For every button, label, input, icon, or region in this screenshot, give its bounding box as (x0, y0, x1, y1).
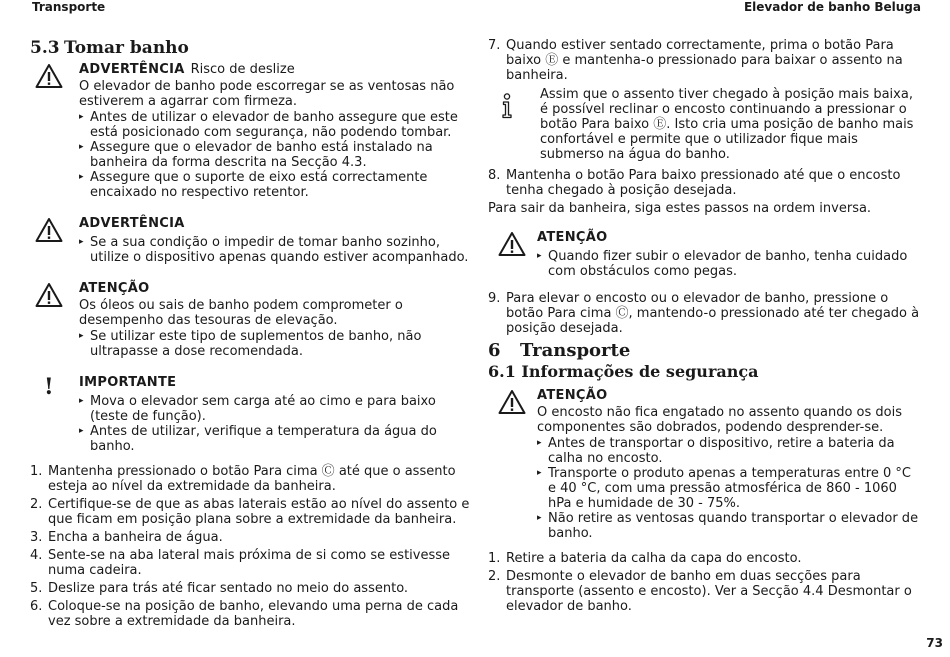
caution-text: O encosto não fica engatado no assento quando os dois componentes são dobrados, podendo desprender-se. (537, 405, 902, 435)
bullet-item: ▸ Antes de utilizar o elevador de banho assegure que este está posicionado com segurança, não podendo tombar. (79, 110, 470, 140)
step-number: 3. (30, 530, 43, 545)
step-text: Sente-se na aba lateral mais próxima de si como se estivesse numa cadeira. (48, 548, 451, 578)
raise-steps (488, 291, 920, 336)
warning-text: O elevador de banho pode escorregar se as ventosas não estiverem a agarrar com firmeza. (79, 79, 455, 109)
exit-instruction: Para sair da banheira, siga estes passos na ordem inversa. (488, 201, 872, 216)
important-bullets (79, 394, 470, 454)
section-heading-5-3 (30, 38, 470, 59)
step-text: Quando estiver sentado correctamente, prima o botão Para baixo Ⓔ e mantenha-o pressionado para baixar o assento na banheira. (506, 38, 903, 83)
bullet-item: ▸ Quando fizer subir o elevador de banho, tenha cuidado com obstáculos como pegas. (537, 249, 920, 279)
step-number: 9. (488, 291, 501, 306)
caution-block-obstacles (488, 230, 920, 279)
section-title: Transporte (520, 340, 631, 361)
caution-text: Os óleos ou sais de banho podem comprometer o desempenho das tesouras de elevação. (79, 298, 403, 328)
step-text: Retire a bateria da calha da capa do encosto. (506, 551, 802, 566)
bullet-item: ▸ Assegure que o elevador de banho está instalado na banheira da forma descrita na Secção 4.3. (79, 140, 470, 170)
caution-label: ATENÇÃO (537, 388, 608, 403)
bullet-item: ▸ Se utilizar este tipo de suplementos de banho, não ultrapasse a dose recomendada. (79, 329, 470, 359)
right-column (488, 38, 920, 617)
step-item (488, 291, 920, 336)
step-item (30, 464, 470, 494)
step-number: 4. (30, 548, 43, 563)
step-item (30, 581, 470, 596)
step-text: Desmonte o elevador de banho em duas secções para transporte (assento e encosto). Ver a Secção 4.4 Desmontar o elevador de banho. (506, 569, 912, 614)
step-text: Para elevar o encosto ou o elevador de banho, pressione o botão Para cima Ⓒ, mantendo-o pressionado até ter chegado à posição desejada. (506, 291, 920, 336)
warning-triangle-icon (498, 389, 528, 417)
section-number: 6.1 (488, 362, 516, 381)
bath-steps-continued (488, 38, 920, 83)
caution-bullets (537, 249, 920, 279)
header-right-title: Elevador de banho Beluga (743, 0, 921, 14)
info-note (488, 87, 920, 162)
bullet-item: ▸ Assegure que o suporte de eixo está correctamente encaixado no respectivo retentor. (79, 170, 470, 200)
important-label: IMPORTANTE (79, 375, 177, 390)
warning-label: ADVERTÊNCIA (79, 216, 185, 231)
step-number: 1. (488, 551, 501, 566)
important-block (30, 375, 470, 454)
warning-triangle-icon (35, 282, 65, 310)
caution-block-oils (30, 281, 470, 359)
caution-block-transport (488, 388, 920, 541)
step-text: Encha a banheira de água. (48, 530, 223, 545)
section-number: 5.3 (30, 38, 60, 58)
warning-triangle-icon (498, 231, 528, 259)
info-icon (500, 93, 514, 123)
bullet-item: ▸ Mova o elevador sem carga até ao cimo e para baixo (teste de função). (79, 394, 470, 424)
step-text: Mantenha pressionado o botão Para cima Ⓒ até que o assento esteja ao nível da extremidade da banheira. (48, 464, 456, 494)
bath-steps-continued-2 (488, 168, 920, 198)
step-text: Coloque-se na posição de banho, elevando uma perna de cada vez sobre a extremidade da banheira. (48, 599, 459, 629)
step-item (30, 548, 470, 578)
step-item (30, 497, 470, 527)
caution-label: ATENÇÃO (79, 281, 150, 296)
step-number: 2. (488, 569, 501, 584)
step-text: Deslize para trás até ficar sentado no meio do assento. (48, 581, 409, 596)
section-number: 6 (488, 340, 501, 361)
step-item (30, 530, 470, 545)
section-title: Informações de segurança (521, 362, 759, 381)
step-item (30, 599, 470, 629)
warning-block-companion (30, 216, 470, 265)
section-heading-6-1 (488, 362, 920, 382)
step-number: 6. (30, 599, 43, 614)
bath-steps-list (30, 464, 470, 629)
bullet-item: ▸ Antes de transportar o dispositivo, retire a bateria da calha no encosto. (537, 436, 920, 466)
header-left-title: Transporte (32, 0, 106, 14)
exclamation-icon: ! (44, 374, 54, 400)
step-number: 5. (30, 581, 43, 596)
bullet-item: ▸ Antes de utilizar, verifique a temperatura da água do banho. (79, 424, 470, 454)
bullet-item: ▸ Se a sua condição o impedir de tomar banho sozinho, utilize o dispositivo apenas quando estiver acompanhado. (79, 235, 470, 265)
step-item (488, 168, 920, 198)
step-number: 7. (488, 38, 501, 53)
warning-bullets (79, 235, 470, 265)
step-item (488, 551, 920, 566)
bullet-item: ▸ Não retire as ventosas quando transportar o elevador de banho. (537, 511, 920, 541)
section-title: Tomar banho (64, 38, 189, 58)
warning-label: ADVERTÊNCIA (79, 62, 185, 77)
step-number: 2. (30, 497, 43, 512)
warning-triangle-icon (35, 63, 65, 91)
step-number: 8. (488, 168, 501, 183)
info-text: Assim que o assento tiver chegado à posição mais baixa, é possível reclinar o encosto continuando a pressionar o botão Para baixo Ⓔ. Isto cria uma posição de banho mais confortável e permite que o utilizador fique mais submerso na água do banho. (540, 87, 914, 162)
caution-label: ATENÇÃO (537, 230, 608, 245)
page-number: 73 (926, 636, 943, 650)
step-item (488, 38, 920, 83)
warning-bullets (79, 110, 470, 200)
section-heading-6 (488, 340, 920, 362)
step-text: Certifique-se de que as abas laterais estão ao nível do assento e que ficam em posição plana sobre a extremidade da banheira. (48, 497, 470, 527)
warning-triangle-icon (35, 217, 65, 245)
warning-subject: Risco de deslize (190, 62, 295, 77)
warning-block-slip (30, 62, 470, 200)
caution-bullets (79, 329, 470, 359)
step-item (488, 569, 920, 614)
caution-bullets (537, 436, 920, 541)
step-text: Mantenha o botão Para baixo pressionado até que o encosto tenha chegado à posição desejada. (506, 168, 901, 198)
transport-steps (488, 551, 920, 614)
left-column (30, 38, 470, 632)
step-number: 1. (30, 464, 43, 479)
bullet-item: ▸ Transporte o produto apenas a temperaturas entre 0 °C e 40 °C, com uma pressão atmosférica de 860 - 1060 hPa e humidade de 30 - 75%. (537, 466, 920, 511)
